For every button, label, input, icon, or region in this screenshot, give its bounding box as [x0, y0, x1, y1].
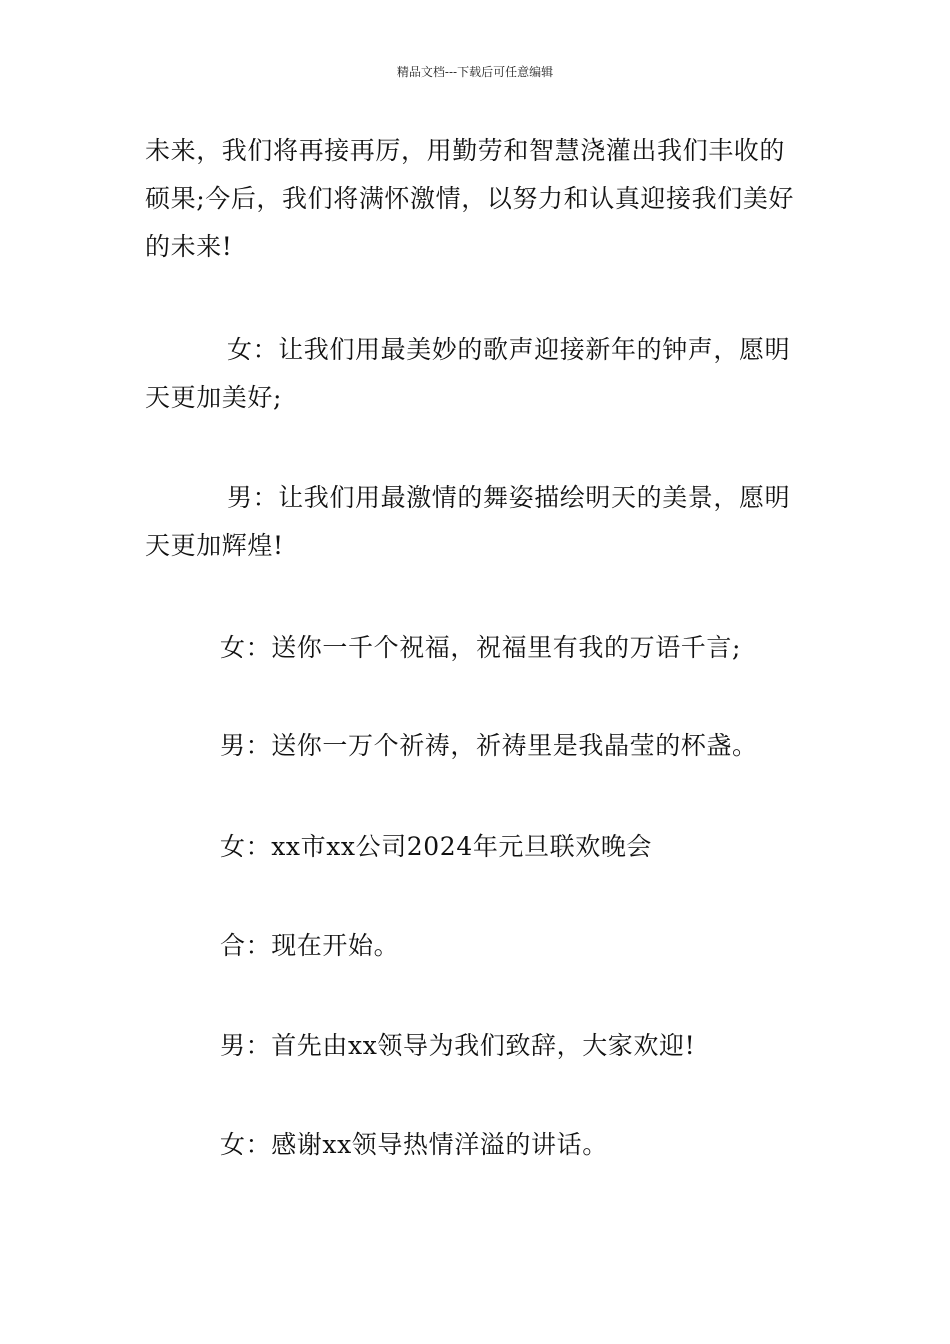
paragraph-2 — [145, 326, 810, 422]
paragraph-7 — [220, 922, 885, 970]
paragraph-8 — [220, 1022, 885, 1070]
paragraph-line: 女：感谢xx领导热情洋溢的讲话。 — [220, 1130, 608, 1159]
paragraph-line: 未来，我们将再接再厉，用勤劳和智慧浇灌出我们丰收的 — [145, 136, 786, 165]
page-header: 精品文档---下载后可任意编辑 — [396, 65, 554, 79]
paragraph-9 — [220, 1121, 885, 1169]
paragraph-line: 男：让我们用最激情的舞姿描绘明天的美景，愿明 — [227, 483, 791, 512]
paragraph-4 — [220, 624, 885, 672]
paragraph-6 — [220, 823, 885, 871]
paragraph-line: 女：送你一千个祝福，祝福里有我的万语千言; — [220, 633, 742, 662]
paragraph-1 — [145, 127, 810, 271]
paragraph-5 — [220, 722, 885, 770]
paragraph-line: 天更加美好; — [145, 383, 283, 412]
paragraph-line: 女：让我们用最美妙的歌声迎接新年的钟声，愿明 — [227, 335, 791, 364]
paragraph-line: 硕果;今后，我们将满怀激情，以努力和认真迎接我们美好 — [145, 184, 795, 213]
paragraph-3 — [145, 474, 810, 570]
paragraph-line: 男：首先由xx领导为我们致辞，大家欢迎! — [220, 1031, 696, 1060]
paragraph-line: 天更加辉煌! — [145, 531, 284, 560]
paragraph-line: 合：现在开始。 — [220, 931, 400, 960]
paragraph-line: 女：xx市xx公司2024年元旦联欢晚会 — [220, 832, 653, 861]
paragraph-line: 男：送你一万个祈祷，祈祷里是我晶莹的杯盏。 — [220, 731, 758, 760]
paragraph-line: 的未来! — [145, 232, 233, 261]
